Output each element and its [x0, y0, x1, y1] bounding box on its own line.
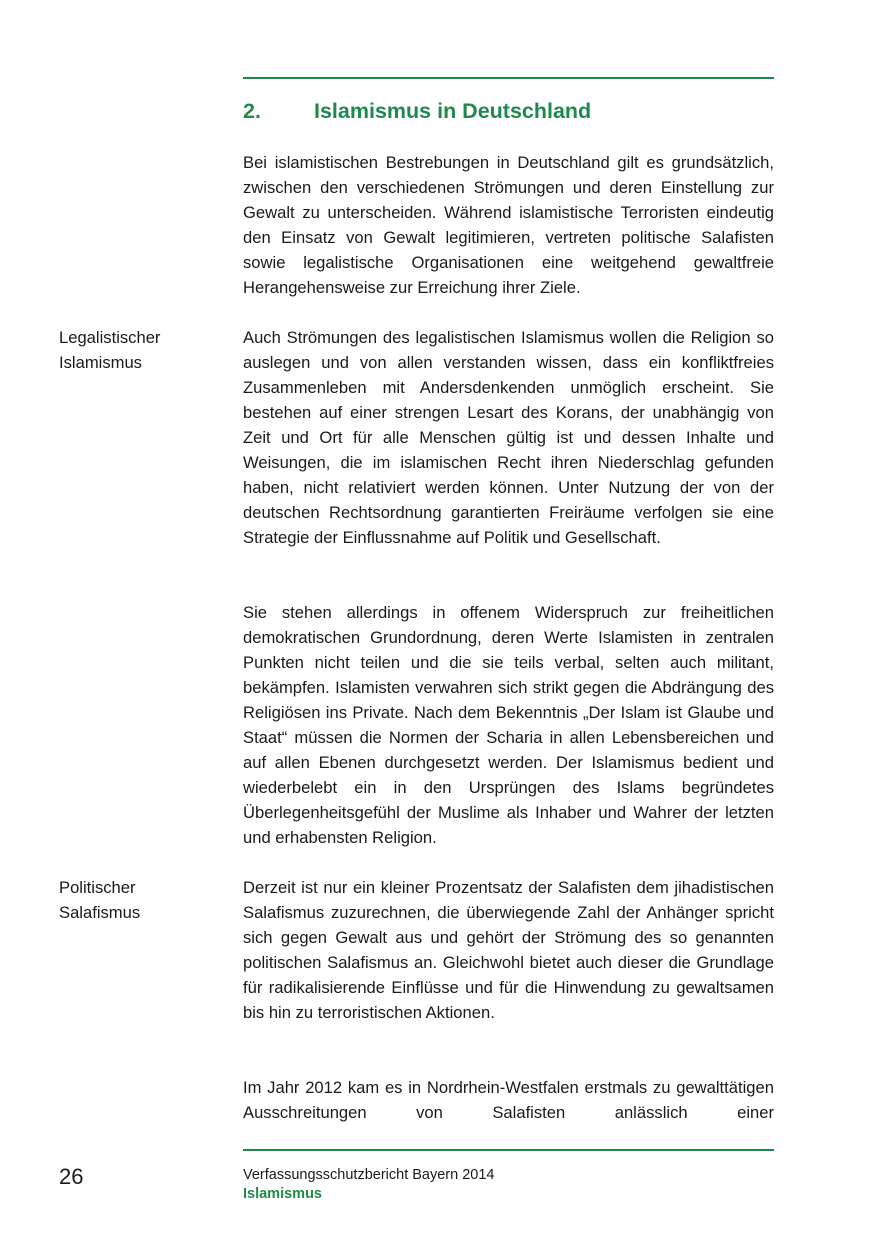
margin-note-legalistisch	[59, 325, 229, 375]
margin-note-line: Legalistischer	[59, 328, 161, 347]
section-heading	[243, 96, 774, 126]
section-number: 2.	[243, 99, 261, 123]
page-number: 26	[59, 1164, 84, 1189]
paragraph-legalistisch-2: Sie stehen allerdings in offenem Widerspruch zur freiheitlichen demokratischen Grundordnung, deren Werte Islamisten in zentralen Punkten nicht teilen und die sie teils verbal, selten auch militant, bekämpfen. Islamisten verwahren sich strikt gegen die Abdrängung des Religiösen ins Private. Nach dem Bekenntnis „Der Islam ist Glaube und Staat“ müssen die Normen der Scharia in allen Lebensbereichen und auf allen Ebenen durchgesetzt werden. Der Islamismus bedient und wiederbelebt ein in den Ursprüngen des Islams begründetes Überlegenheitsgefühl der Muslime als Inhaber und Wahrer der letzten und erhabensten Religion.	[243, 603, 774, 847]
footer-publication: Verfassungsschutzbericht Bayern 2014	[243, 1167, 495, 1183]
top-divider	[243, 77, 774, 79]
margin-note-line: Islamismus	[59, 353, 142, 372]
intro-paragraph: Bei islamistischen Bestrebungen in Deutschland gilt es grundsätzlich, zwischen den verschiedenen Strömungen und deren Einstellung zur Gewalt zu unterscheiden. Während islamistische Terroristen eindeutig den Einsatz von Gewalt legitimieren, vertreten politische Salafisten sowie legalistische Organisationen eine weitgehend gewaltfreie Herangehensweise zur Erreichung ihrer Ziele.	[243, 153, 774, 297]
margin-note-salafismus	[59, 875, 229, 925]
footer-chapter: Islamismus	[243, 1186, 322, 1202]
section-title: Islamismus in Deutschland	[314, 99, 592, 123]
paragraph-salafismus-1: Derzeit ist nur ein kleiner Prozentsatz der Salafisten dem jihadistischen Salafismus zuzurechnen, die überwiegende Zahl der Anhänger spricht sich gegen Gewalt aus und gehört der Strömung des so genannten politischen Salafismus an. Gleichwohl bietet auch dieser die Grundlage für radikalisierende Einflüsse und für die Hinwendung zu gewaltsamen bis hin zu terroristischen Aktionen.	[243, 878, 774, 1022]
paragraph-legalistisch-1: Auch Strömungen des legalistischen Islamismus wollen die Religion so auslegen und von allen verstanden wissen, dass ein konfliktfreies Zusammenleben mit Andersdenkenden unmöglich erscheint. Sie bestehen auf einer strengen Lesart des Korans, der unabhängig von Zeit und Ort für alle Menschen gültig ist und dessen Inhalte und Weisungen, die im islamischen Recht ihren Niederschlag gefunden haben, nicht relativiert werden können. Unter Nutzung der von der deutschen Rechtsordnung garantierten Freiräume verfolgen sie eine Strategie der Einflussnahme auf Politik und Gesellschaft.	[243, 328, 774, 547]
margin-note-line: Politischer	[59, 878, 136, 897]
paragraph-salafismus-2: Im Jahr 2012 kam es in Nordrhein-Westfalen erstmals zu gewalttätigen Ausschreitungen von Salafisten anlässlich einer	[243, 1078, 774, 1122]
bottom-divider	[243, 1149, 774, 1151]
margin-note-line: Salafismus	[59, 903, 141, 922]
